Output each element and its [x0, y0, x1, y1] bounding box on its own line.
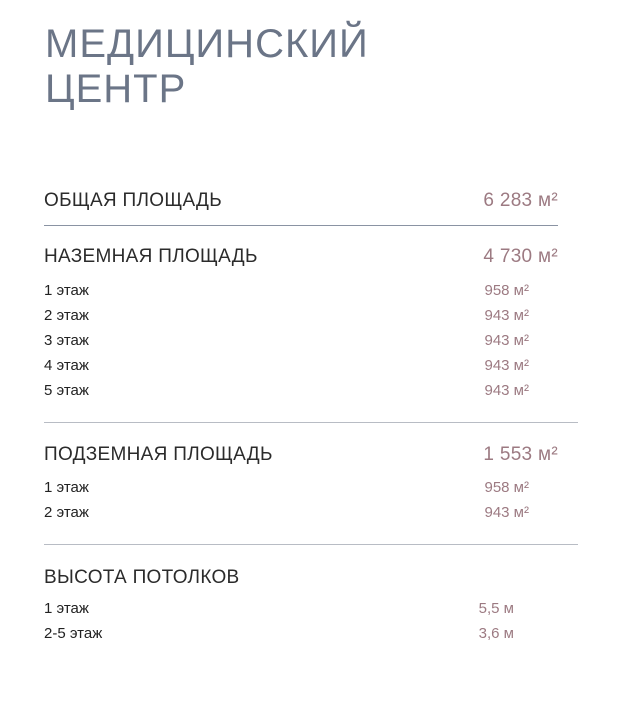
page-title-line-2: ЦЕНТР [45, 67, 187, 111]
ground-area-value: 4 730 м² [483, 246, 558, 267]
total-area-value: 6 283 м² [483, 190, 558, 211]
floor-label: 2 этаж [44, 307, 89, 324]
floor-value: 943 м² [484, 357, 529, 374]
page-title [45, 22, 369, 112]
ceiling-floor-row [44, 625, 514, 642]
floor-label: 5 этаж [44, 382, 89, 399]
divider [44, 544, 578, 545]
ground-floor-row [44, 332, 529, 349]
floor-value: 943 м² [484, 504, 529, 521]
floor-label: 3 этаж [44, 332, 89, 349]
ceiling-floor-row [44, 600, 514, 617]
ground-floor-row [44, 282, 529, 299]
underground-area-label: ПОДЗЕМНАЯ ПЛОЩАДЬ [44, 444, 273, 465]
divider [44, 225, 558, 226]
floor-value: 5,5 м [478, 600, 514, 617]
ceiling-height-row [44, 567, 558, 589]
floor-label: 1 этаж [44, 479, 89, 496]
underground-floor-row [44, 504, 529, 521]
floor-label: 2 этаж [44, 504, 89, 521]
floor-value: 3,6 м [478, 625, 514, 642]
total-area-row [44, 190, 558, 212]
underground-area-value: 1 553 м² [483, 444, 558, 465]
floor-value: 943 м² [484, 382, 529, 399]
underground-area-row [44, 444, 558, 466]
floor-value: 943 м² [484, 307, 529, 324]
floor-label: 4 этаж [44, 357, 89, 374]
floor-label: 1 этаж [44, 282, 89, 299]
floor-value: 958 м² [484, 282, 529, 299]
floor-label: 2-5 этаж [44, 625, 103, 642]
floor-label: 1 этаж [44, 600, 89, 617]
ground-area-label: НАЗЕМНАЯ ПЛОЩАДЬ [44, 246, 258, 267]
divider [44, 422, 578, 423]
ground-area-row [44, 246, 558, 268]
page-title-line-1: МЕДИЦИНСКИЙ [45, 22, 369, 66]
total-area-label: ОБЩАЯ ПЛОЩАДЬ [44, 190, 222, 211]
floor-value: 958 м² [484, 479, 529, 496]
underground-floor-row [44, 479, 529, 496]
ground-floor-row [44, 382, 529, 399]
ground-floor-row [44, 307, 529, 324]
ground-floor-row [44, 357, 529, 374]
ceiling-height-label: ВЫСОТА ПОТОЛКОВ [44, 567, 240, 588]
floor-value: 943 м² [484, 332, 529, 349]
